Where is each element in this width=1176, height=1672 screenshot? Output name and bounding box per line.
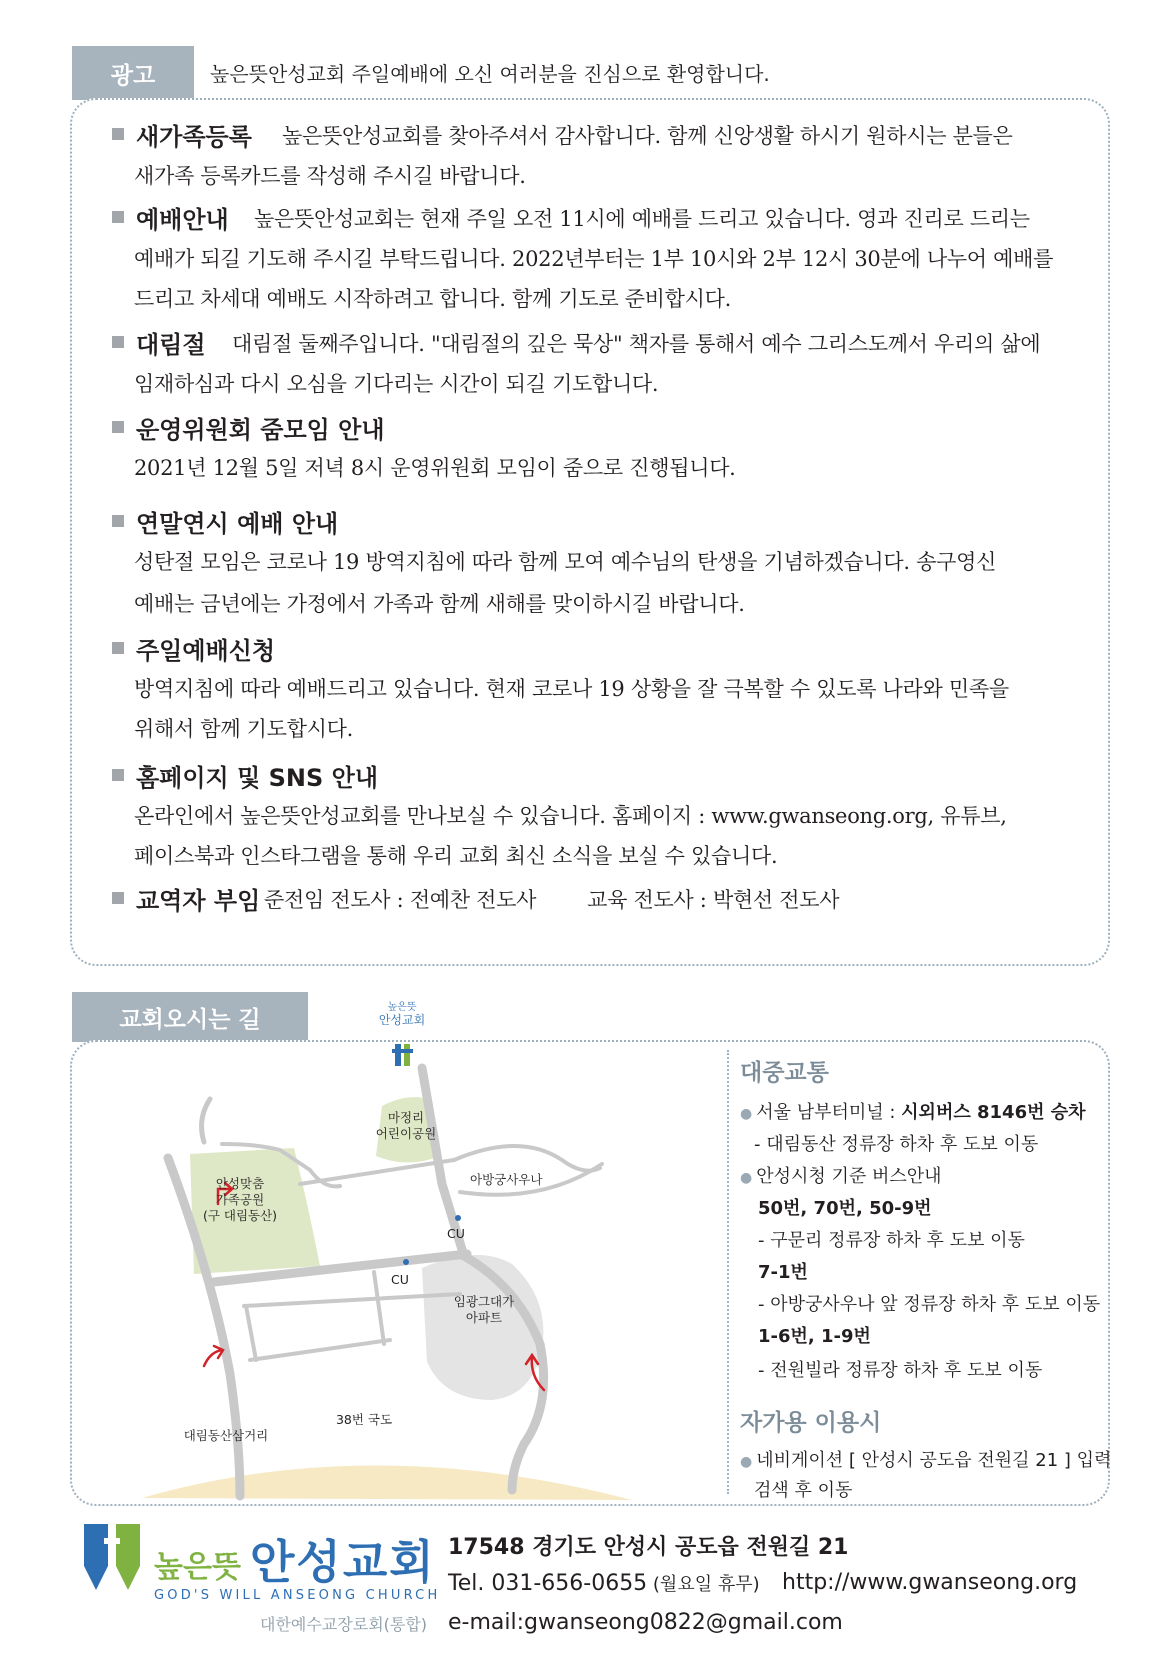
route-origin: 서울 남부터미널 : xyxy=(756,1102,902,1123)
notice-title: 새가족등록 xyxy=(136,123,252,151)
directions-divider xyxy=(727,1050,729,1494)
map-park-label: (구 대림동산) xyxy=(202,1208,278,1223)
map-kindergarten-label: 마정리 xyxy=(387,1110,425,1125)
car-line xyxy=(740,1446,1111,1472)
church-logo-icon xyxy=(80,1518,150,1598)
route-bus: 시외버스 8146번 승차 xyxy=(901,1102,1086,1123)
map-apartment-label: 아파트 xyxy=(465,1310,503,1325)
road-north-branch xyxy=(300,1160,454,1184)
notice-text: 새가족 등록카드를 작성해 주시길 바랍니다. xyxy=(134,164,526,188)
logo-big-text: 안성교회 xyxy=(250,1535,436,1589)
notice-text: 성탄절 모임은 코로나 19 방역지침에 따라 함께 모여 예수님의 탄생을 기념하겠습니다. 송구영신 xyxy=(134,550,997,574)
footer-email-link[interactable]: e-mail:gwanseong0822@gmail.com xyxy=(448,1610,843,1635)
notice-text: 예배는 금년에는 가정에서 가족과 함께 새해를 맞이하시길 바랍니다. xyxy=(134,592,745,616)
notice-text: 위해서 함께 기도합시다. xyxy=(134,717,353,741)
bullet-square-icon xyxy=(112,336,124,348)
footer-website-link[interactable]: http://www.gwanseong.org xyxy=(782,1570,1078,1595)
bullet-square-icon xyxy=(112,211,124,223)
church-marker-icon xyxy=(392,1044,413,1066)
map-cu-label: CU xyxy=(391,1272,409,1287)
denomination-text: 대한예수교장로회(통합) xyxy=(260,1615,428,1634)
notice-text: 높은뜻안성교회를 찾아주셔서 감사합니다. 함께 신앙생활 하시기 원하시는 분들은 xyxy=(282,124,1013,148)
road-inner-3 xyxy=(246,1306,256,1360)
public-transport-heading: 대중교통 xyxy=(740,1060,829,1086)
highway-38-band xyxy=(142,1465,632,1500)
map-crossroad-label: 대림동산삼거리 xyxy=(183,1428,269,1443)
map-church-small-label: 높은뜻 xyxy=(387,1002,417,1013)
road-inner-4 xyxy=(374,1272,384,1344)
notice-text: 페이스북과 인스타그램을 통해 우리 교회 최신 소식을 보실 수 있습니다. xyxy=(134,844,778,868)
public-transport-line xyxy=(740,1162,942,1188)
map-point-icon xyxy=(403,1259,409,1265)
map-sauna-label: 아방궁사우나 xyxy=(470,1172,543,1187)
road-north-spur xyxy=(202,1099,210,1142)
church-logo xyxy=(78,1518,441,1668)
bus-numbers: 1-6번, 1-9번 xyxy=(758,1326,871,1347)
map-point-icon xyxy=(455,1215,461,1221)
footer-tel: Tel. 031-656-0655 xyxy=(448,1571,648,1596)
notice-title: 대림절 xyxy=(136,331,206,359)
bullet-square-icon xyxy=(112,642,124,654)
apartment-area xyxy=(422,1255,543,1400)
car-line: 검색 후 이동 xyxy=(754,1480,853,1501)
notice-text: 임재하심과 다시 오심을 기다리는 시간이 되길 기도합니다. xyxy=(134,372,659,396)
notice-title: 홈페이지 및 SNS 안내 xyxy=(136,764,379,792)
footer-contact xyxy=(448,1570,760,1596)
footer-tel-note: (월요일 휴무) xyxy=(647,1574,760,1595)
directions-section-tab: 교회오시는 길 xyxy=(72,992,308,1042)
public-transport-line: - 아방궁사우나 앞 정류장 하차 후 도보 이동 xyxy=(758,1294,1101,1315)
notice-title: 주일예배신청 xyxy=(136,637,276,665)
bullet-square-icon xyxy=(112,421,124,433)
map-apartment-label: 임광그대가 xyxy=(453,1294,515,1309)
ad-section-tab: 광고 xyxy=(72,46,194,100)
map-park-label: 가족공원 xyxy=(215,1192,265,1207)
bullet-square-icon xyxy=(112,128,124,140)
logo-small-text: 높은뜻 xyxy=(154,1550,241,1585)
public-transport-line: - 전원빌라 정류장 하차 후 도보 이동 xyxy=(758,1360,1043,1381)
bus-numbers: 50번, 70번, 50-9번 xyxy=(758,1198,932,1219)
public-transport-line: - 구문리 정류장 하차 후 도보 이동 xyxy=(758,1230,1025,1251)
map-church-label: 안성교회 xyxy=(378,1013,426,1027)
map-cu-label: CU xyxy=(447,1226,465,1241)
bullet-square-icon xyxy=(112,892,124,904)
route-origin: 안성시청 기준 버스안내 xyxy=(756,1166,942,1187)
welcome-message: 높은뜻안성교회 주일예배에 오신 여러분을 진심으로 환영합니다. xyxy=(210,62,770,86)
bus-numbers: 7-1번 xyxy=(758,1262,808,1283)
logo-english-text: GOD'S WILL ANSEONG CHURCH xyxy=(154,1588,441,1603)
public-transport-line xyxy=(740,1098,1086,1124)
notice-text: 대림절 둘째주입니다. "대림절의 깊은 묵상" 책자를 통해서 예수 그리스도께서 우리의 삶에 xyxy=(232,332,1041,356)
notice-text: 2021년 12월 5일 저녁 8시 운영위원회 모임이 줌으로 진행됩니다. xyxy=(134,456,736,480)
route-arrow-icon xyxy=(204,1346,223,1366)
bullet-dot-icon: ● xyxy=(740,1454,753,1470)
car-heading: 자가용 이용시 xyxy=(740,1410,882,1436)
notice-title: 교역자 부임 xyxy=(136,887,261,915)
navigation-address: 네비게이션 [ 안성시 공도읍 전원길 21 ] 입력 xyxy=(756,1450,1112,1471)
road-sauna xyxy=(454,1146,600,1171)
bullet-square-icon xyxy=(112,515,124,527)
bullet-square-icon xyxy=(112,769,124,781)
notice-text: 드리고 차세대 예배도 시작하려고 합니다. 함께 기도로 준비합시다. xyxy=(134,287,731,311)
bullet-dot-icon: ● xyxy=(740,1170,753,1186)
notice-text: 준전임 전도사 : 전예찬 전도사 교육 전도사 : 박현선 전도사 xyxy=(264,888,840,912)
footer-address: 17548 경기도 안성시 공도읍 전원길 21 xyxy=(448,1535,849,1560)
notice-title: 예배안내 xyxy=(136,206,229,234)
public-transport-line: - 대림동산 정류장 하차 후 도보 이동 xyxy=(754,1134,1039,1155)
notice-title: 운영위원회 줌모임 안내 xyxy=(136,416,385,444)
notice-text: 온라인에서 높은뜻안성교회를 만나보실 수 있습니다. 홈페이지 : www.gwanseong.org, 유튜브, xyxy=(134,804,1007,828)
notice-text: 방역지침에 따라 예배드리고 있습니다. 현재 코로나 19 상황을 잘 극복할 수 있도록 나라와 민족을 xyxy=(134,677,1009,701)
map-highway-label: 38번 국도 xyxy=(335,1412,393,1427)
notice-text: 예배가 되길 기도해 주시길 부탁드립니다. 2022년부터는 1부 10시와 2부 12시 30분에 나누어 예배를 xyxy=(134,247,1054,271)
bullet-dot-icon: ● xyxy=(740,1106,753,1122)
road-inner-2 xyxy=(250,1340,390,1360)
map-kindergarten-label: 어린이공원 xyxy=(375,1126,437,1141)
notice-title: 연말연시 예배 안내 xyxy=(136,510,339,538)
map-park-label: 안성맞춤 xyxy=(215,1176,265,1191)
notice-text: 높은뜻안성교회는 현재 주일 오전 11시에 예배를 드리고 있습니다. 영과 진리로 드리는 xyxy=(254,207,1030,231)
